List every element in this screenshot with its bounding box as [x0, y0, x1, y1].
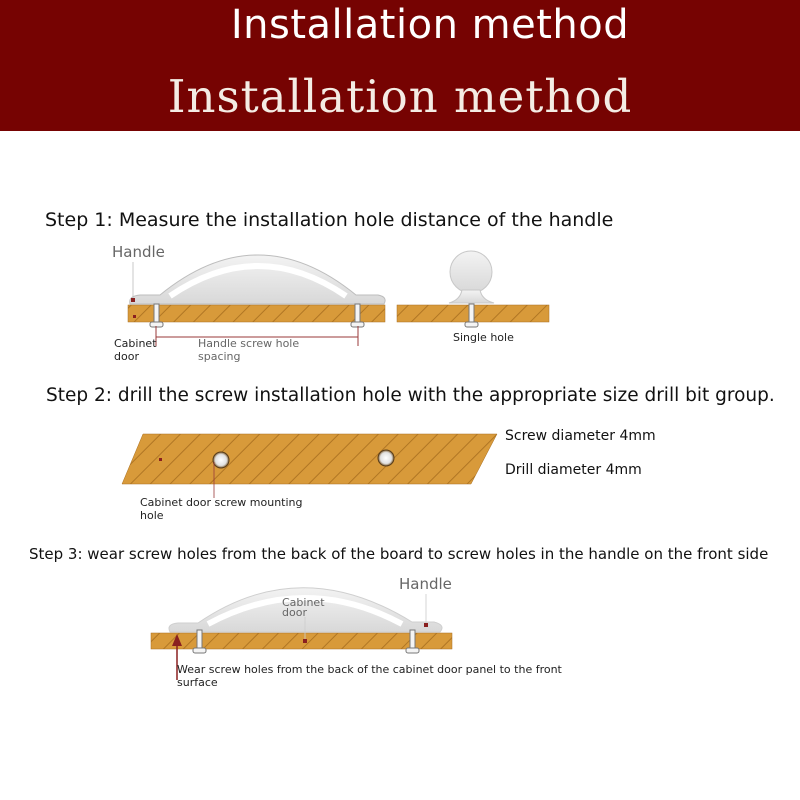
step1-handle	[130, 255, 385, 304]
mounting-hole-right	[378, 450, 394, 466]
marker-dot	[424, 623, 428, 627]
step3-cabinet-label-2: door	[282, 606, 307, 619]
spacing-label-1: Handle screw hole	[198, 337, 300, 350]
step2-heading: Step 2: drill the screw installation hole with the appropriate size drill bit group.	[46, 385, 775, 406]
step3-heading: Step 3: wear screw holes from the back of the board to screw holes in the handle on the front side	[29, 545, 769, 563]
drill-diameter-label: Drill diameter 4mm	[505, 462, 642, 478]
marker-dot	[303, 639, 307, 643]
banner-subtitle: Installation method	[167, 70, 633, 123]
arrow-label-2: surface	[177, 676, 218, 689]
mounting-hole-left	[213, 452, 229, 468]
step3-handle-label: Handle	[399, 575, 452, 593]
step1-handle-label: Handle	[112, 243, 165, 261]
step1-cabinet-label-1: Cabinet	[114, 337, 157, 350]
step1-heading: Step 1: Measure the installation hole distance of the handle	[45, 209, 614, 231]
step1-cabinet-label-2: door	[114, 350, 139, 363]
single-hole-label: Single hole	[453, 331, 514, 344]
banner-title: Installation method	[230, 2, 630, 48]
mounting-hole-label-1: Cabinet door screw mounting	[140, 496, 303, 509]
screw-diameter-label: Screw diameter 4mm	[505, 428, 656, 444]
arrow-label-1: Wear screw holes from the back of the cabinet door panel to the front	[177, 663, 562, 676]
step2-board	[122, 434, 497, 484]
marker-dot	[133, 315, 136, 318]
spacing-label-2: spacing	[198, 350, 241, 363]
step3-cabinet-board	[151, 633, 452, 649]
mounting-hole-label-2: hole	[140, 509, 164, 522]
step3-cabinet-label-1: Cabinet	[282, 596, 325, 609]
step2-figure	[122, 434, 497, 498]
marker-dot	[131, 298, 135, 302]
step1-cabinet-board	[128, 305, 385, 322]
marker-dot	[159, 458, 162, 461]
knob-handle	[449, 251, 494, 303]
